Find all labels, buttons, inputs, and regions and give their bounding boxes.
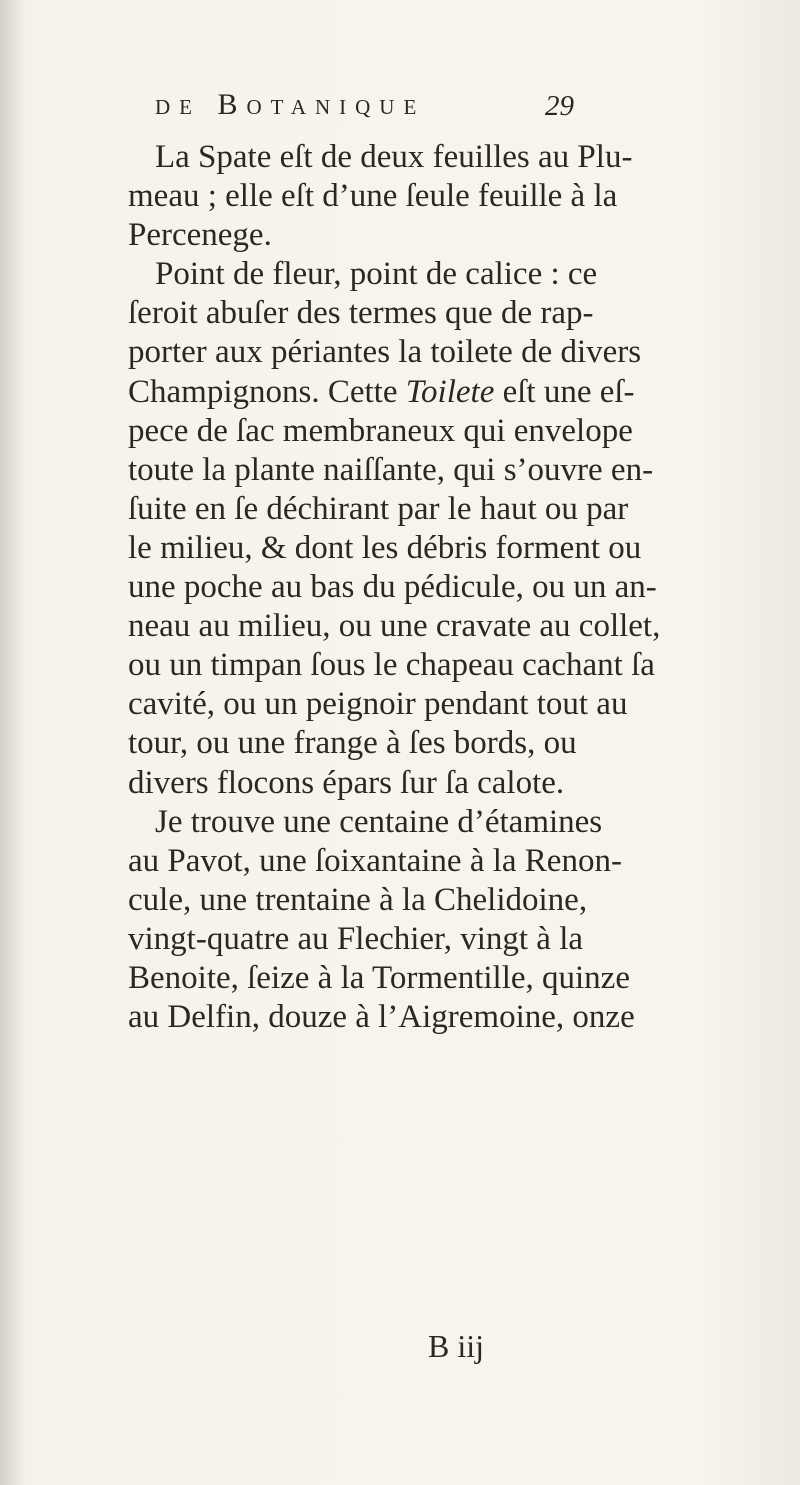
text-line: Percenege. bbox=[128, 217, 272, 254]
text-line: Benoite, ſeize à la Tormentille, quinze bbox=[128, 959, 630, 996]
text-line: neau au milieu, ou une cravate au collet, bbox=[128, 608, 661, 645]
text-line: Point de fleur, point de calice : ce bbox=[155, 256, 598, 293]
text-line: ſuite en ſe déchirant par le haut ou par bbox=[128, 490, 629, 527]
text-line: cule, une trentaine à la Chelidoine, bbox=[128, 881, 588, 918]
binding-shadow bbox=[0, 0, 22, 1485]
text-line: le milieu, & dont les débris forment ou bbox=[128, 529, 642, 566]
text-line bbox=[128, 373, 728, 412]
text-line: cavité, ou un peignoir pendant tout au bbox=[128, 686, 628, 723]
running-head: de Botanique bbox=[155, 88, 426, 121]
text-line: ſeroit abuſer des termes que de rap- bbox=[128, 295, 594, 332]
text-line: au Pavot, une ſoixantaine à la Renon- bbox=[128, 842, 622, 879]
italic-term: Toilete bbox=[405, 373, 495, 410]
text-line: toute la plante naiſſante, qui s’ouvre en- bbox=[128, 451, 654, 488]
text-line: tour, ou une frange à ſes bords, ou bbox=[128, 725, 577, 762]
body-text bbox=[128, 138, 728, 1037]
text-line: La Spate eſt de deux feuilles au Plu- bbox=[155, 139, 633, 175]
text-line: Je trouve une centaine d’étamines bbox=[155, 803, 603, 840]
text-line: vingt-quatre au Flechier, vingt à la bbox=[128, 920, 584, 957]
text-line: une poche au bas du pédicule, ou un an- bbox=[128, 569, 657, 606]
page-number: 29 bbox=[545, 90, 574, 122]
text-line: pece de ſac membraneux qui envelope bbox=[128, 412, 633, 449]
text-line: meau ; elle eſt d’une ſeule feuille à la bbox=[128, 178, 618, 215]
text-line: au Delfin, douze à l’Aigremoine, onze bbox=[128, 999, 635, 1036]
text-line: porter aux périantes la toilete de divers bbox=[128, 334, 642, 371]
text-line: divers flocons épars ſur ſa calote. bbox=[128, 764, 565, 801]
text-segment: Champignons. Cette bbox=[128, 373, 406, 410]
text-line: ou un timpan ſous le chapeau cachant ſa bbox=[128, 647, 655, 684]
text-segment: eſt une eſ- bbox=[494, 373, 635, 410]
signature-mark: B iij bbox=[428, 1328, 485, 1364]
